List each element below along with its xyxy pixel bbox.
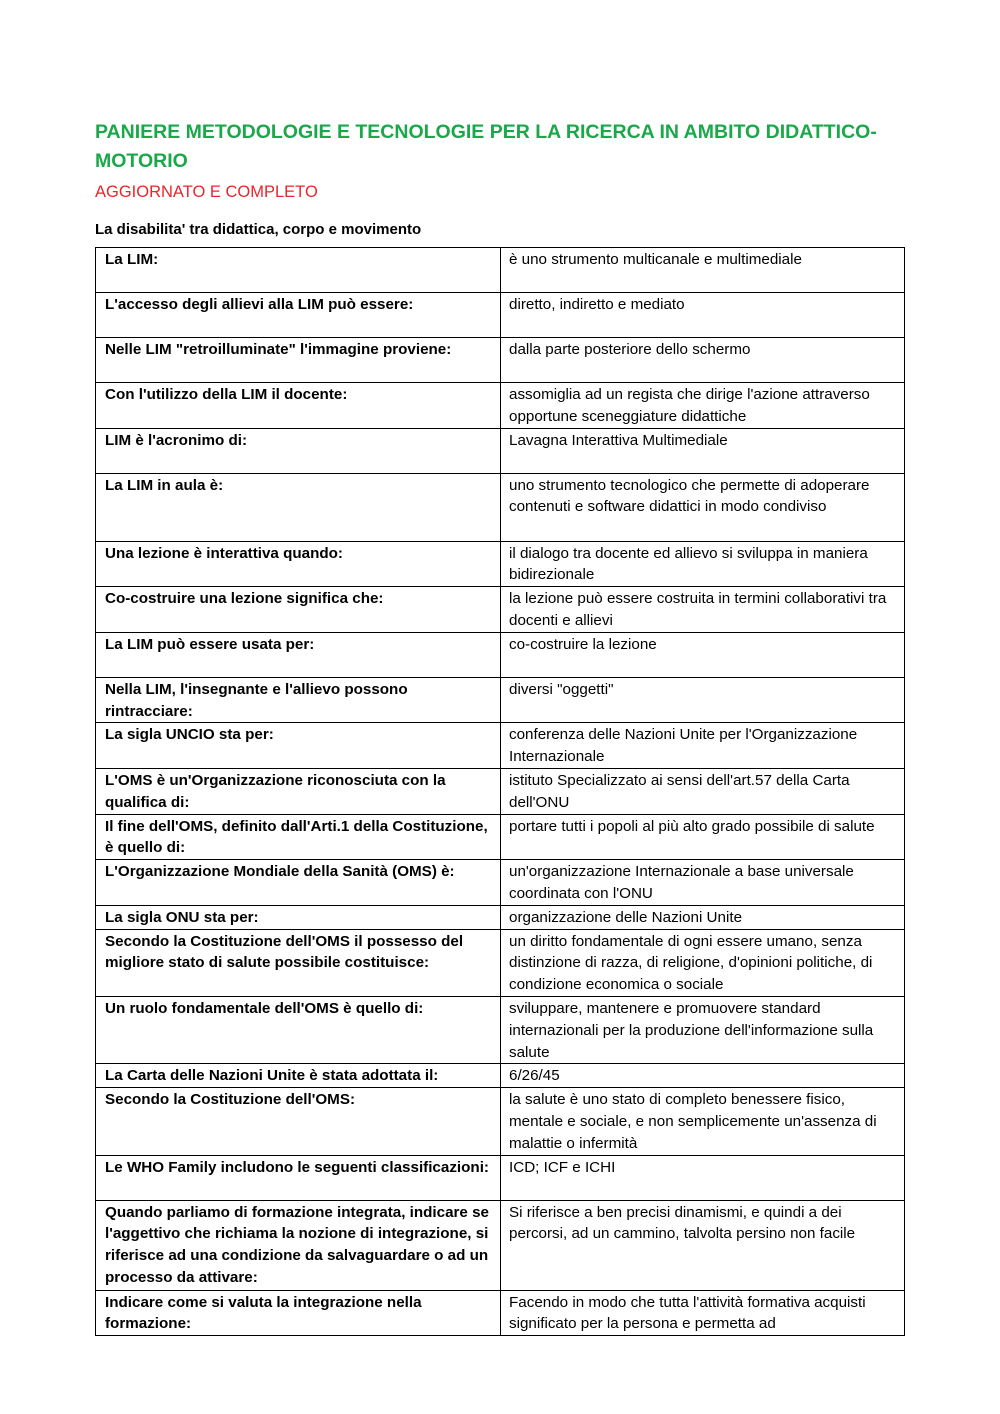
table-row (96, 929, 905, 996)
answer-cell: portare tutti i popoli al più alto grado possibile di salute (501, 814, 905, 860)
table-row (96, 723, 905, 769)
table-row (96, 1064, 905, 1088)
question-cell: Secondo la Costituzione dell'OMS: (96, 1088, 501, 1155)
answer-cell: co-costruire la lezione (501, 632, 905, 677)
answer-cell: uno strumento tecnologico che permette di adoperare contenuti e software didattici in modo condiviso (501, 473, 905, 541)
question-cell: La LIM: (96, 248, 501, 293)
table-row (96, 768, 905, 814)
answer-cell: il dialogo tra docente ed allievo si sviluppa in maniera bidirezionale (501, 541, 905, 587)
question-cell: Quando parliamo di formazione integrata, indicare se l'aggettivo che richiama la nozione di integrazione, si riferisce ad una condizione da salvaguardare o ad un processo da attivare: (96, 1200, 501, 1290)
question-cell: LIM è l'acronimo di: (96, 428, 501, 473)
table-row (96, 1088, 905, 1155)
question-cell: Le WHO Family includono le seguenti classificazioni: (96, 1155, 501, 1200)
table-row (96, 473, 905, 541)
table-row (96, 541, 905, 587)
answer-cell: è uno strumento multicanale e multimediale (501, 248, 905, 293)
table-row (96, 677, 905, 723)
section-heading: La disabilita' tra didattica, corpo e movimento (95, 221, 422, 238)
question-cell: Co-costruire una lezione significa che: (96, 587, 501, 633)
answer-cell: la lezione può essere costruita in termini collaborativi tra docenti e allievi (501, 587, 905, 633)
answer-cell: la salute è uno stato di completo benessere fisico, mentale e sociale, e non semplicemente un'assenza di malattie o infermità (501, 1088, 905, 1155)
answer-cell: un'organizzazione Internazionale a base universale coordinata con l'ONU (501, 860, 905, 906)
document-page (95, 118, 905, 1336)
answer-cell: diretto, indiretto e mediato (501, 293, 905, 338)
question-cell: La LIM può essere usata per: (96, 632, 501, 677)
question-cell: L'OMS è un'Organizzazione riconosciuta con la qualifica di: (96, 768, 501, 814)
table-row (96, 338, 905, 383)
table-row (96, 1155, 905, 1200)
question-cell: Nelle LIM "retroilluminate" l'immagine proviene: (96, 338, 501, 383)
table-row (96, 293, 905, 338)
question-cell: Con l'utilizzo della LIM il docente: (96, 383, 501, 429)
question-cell: Il fine dell'OMS, definito dall'Arti.1 della Costituzione, è quello di: (96, 814, 501, 860)
answer-cell: 6/26/45 (501, 1064, 905, 1088)
table-row (96, 587, 905, 633)
table-row (96, 1290, 905, 1336)
answer-cell: Si riferisce a ben precisi dinamismi, e quindi a dei percorsi, ad un cammino, talvolta persino non facile (501, 1200, 905, 1290)
table-row (96, 428, 905, 473)
answer-cell: sviluppare, mantenere e promuovere standard internazionali per la produzione dell'informazione sulla salute (501, 996, 905, 1063)
question-cell: La LIM in aula è: (96, 473, 501, 541)
table-row (96, 632, 905, 677)
question-cell: Una lezione è interattiva quando: (96, 541, 501, 587)
question-cell: L'accesso degli allievi alla LIM può essere: (96, 293, 501, 338)
question-cell: L'Organizzazione Mondiale della Sanità (OMS) è: (96, 860, 501, 906)
question-cell: Indicare come si valuta la integrazione nella formazione: (96, 1290, 501, 1336)
answer-cell: assomiglia ad un regista che dirige l'azione attraverso opportune sceneggiature didattiche (501, 383, 905, 429)
question-cell: La sigla ONU sta per: (96, 905, 501, 929)
table-row (96, 248, 905, 293)
table-row (96, 860, 905, 906)
answer-cell: dalla parte posteriore dello schermo (501, 338, 905, 383)
question-cell: La sigla UNCIO sta per: (96, 723, 501, 769)
question-cell: Nella LIM, l'insegnante e l'allievo possono rintracciare: (96, 677, 501, 723)
answer-cell: istituto Specializzato ai sensi dell'art.57 della Carta dell'ONU (501, 768, 905, 814)
document-title: PANIERE METODOLOGIE E TECNOLOGIE PER LA RICERCA IN AMBITO DIDATTICO-MOTORIO (95, 121, 877, 172)
table-row (96, 383, 905, 429)
qa-table (95, 247, 905, 1336)
table-row (96, 814, 905, 860)
qa-table-body (96, 248, 905, 1336)
answer-cell: Facendo in modo che tutta l'attività formativa acquisti significato per la persona e permetta ad (501, 1290, 905, 1336)
question-cell: Un ruolo fondamentale dell'OMS è quello di: (96, 996, 501, 1063)
document-subtitle: AGGIORNATO E COMPLETO (95, 183, 318, 201)
answer-cell: conferenza delle Nazioni Unite per l'Organizzazione Internazionale (501, 723, 905, 769)
table-row (96, 905, 905, 929)
question-cell: Secondo la Costituzione dell'OMS il possesso del migliore stato di salute possibile costituisce: (96, 929, 501, 996)
answer-cell: un diritto fondamentale di ogni essere umano, senza distinzione di razza, di religione, d'opinioni politiche, di condizione economica o sociale (501, 929, 905, 996)
table-row (96, 1200, 905, 1290)
answer-cell: diversi "oggetti" (501, 677, 905, 723)
answer-cell: ICD; ICF e ICHI (501, 1155, 905, 1200)
table-row (96, 996, 905, 1063)
answer-cell: organizzazione delle Nazioni Unite (501, 905, 905, 929)
answer-cell: Lavagna Interattiva Multimediale (501, 428, 905, 473)
question-cell: La Carta delle Nazioni Unite è stata adottata il: (96, 1064, 501, 1088)
